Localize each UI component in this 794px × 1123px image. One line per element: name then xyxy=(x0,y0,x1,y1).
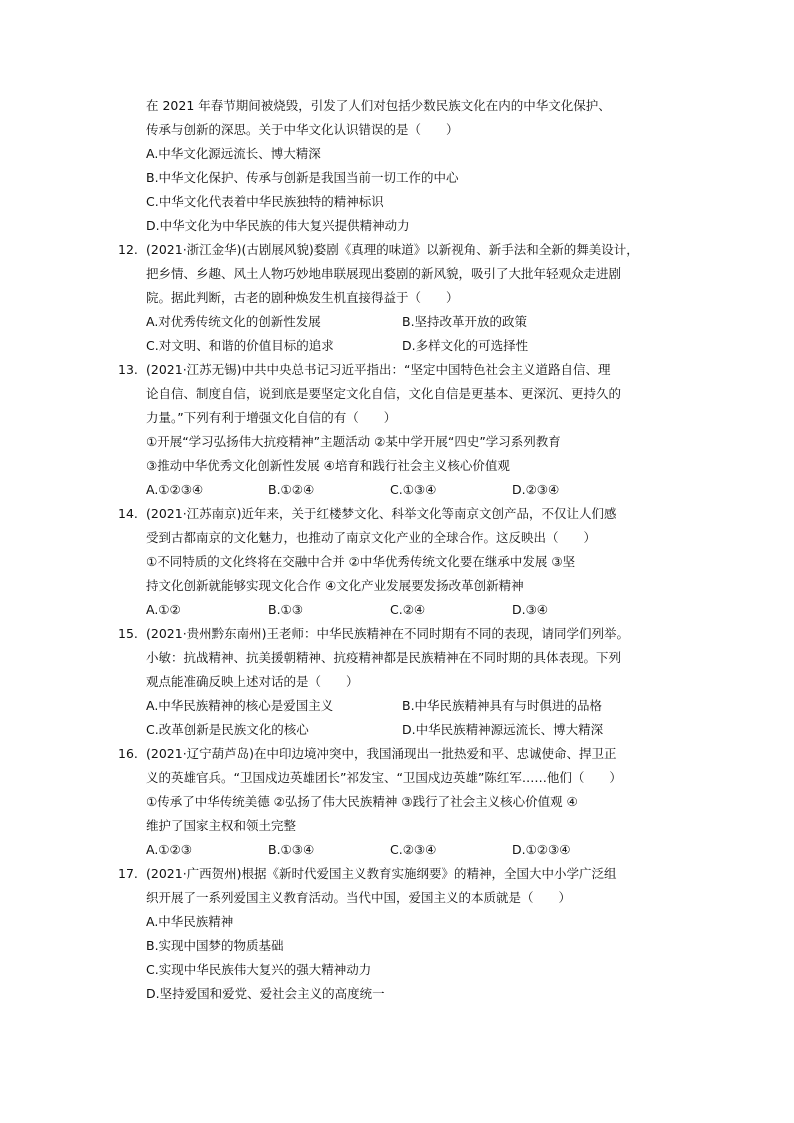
question-number: 15. xyxy=(118,626,138,641)
options-row xyxy=(118,838,698,862)
question-16 xyxy=(118,742,698,862)
statement-line: ③推动中华优秀文化创新性发展 ④培育和践行社会主义核心价值观 xyxy=(146,458,510,473)
question-12 xyxy=(118,238,698,358)
option-d: D.中华民族精神源远流长、博大精深 xyxy=(402,722,604,737)
question-stem-line: 把乡情、乡趣、风土人物巧妙地串联展现出婺剧的新风貌，吸引了大批年轻观众走进剧 xyxy=(146,266,622,281)
option-d: D.坚持爱国和爱党、爱社会主义的高度统一 xyxy=(146,986,385,1001)
question-stem-line: 论自信、制度自信，说到底是要坚定文化自信，文化自信是更基本、更深沉、更持久的 xyxy=(146,386,622,401)
option-b: B.坚持改革开放的政策 xyxy=(402,314,528,329)
option-a: A.①②③④ xyxy=(146,482,204,497)
question-stem-line: (2021·广西贺州)根据《新时代爱国主义教育实施纲要》的精神，全国大中小学广泛组 xyxy=(146,866,617,881)
options-row xyxy=(118,598,698,622)
options-row xyxy=(118,478,698,502)
option-a: A.①②③ xyxy=(146,842,192,857)
option-b: B.①②④ xyxy=(268,482,315,497)
options-row xyxy=(118,694,698,718)
question-list xyxy=(118,94,698,1006)
question-stem-line: 力量。”下列有利于增强文化自信的有（ ） xyxy=(146,410,397,425)
question-stem-line: (2021·江苏南京)近年来，关于红楼梦文化、科举文化等南京文创产品，不仅让人们感 xyxy=(146,506,617,521)
question-17 xyxy=(118,862,698,1006)
option-b: B.①③④ xyxy=(268,842,315,857)
option-a: A.①② xyxy=(146,602,181,617)
statement-line: 持文化创新就能够实现文化合作 ④文化产业发展要发扬改革创新精神 xyxy=(146,578,524,593)
question-15 xyxy=(118,622,698,742)
option-a: A.对优秀传统文化的创新性发展 xyxy=(146,314,321,329)
question-13 xyxy=(118,358,698,502)
option-c: C.②④ xyxy=(390,602,426,617)
question-number: 13. xyxy=(118,362,138,377)
option-d: D.①②③④ xyxy=(512,842,571,857)
option-b: B.实现中国梦的物质基础 xyxy=(146,938,284,953)
option-b: B.中华文化保护、传承与创新是我国当前一切工作的中心 xyxy=(146,170,459,185)
option-b: B.中华民族精神具有与时俱进的品格 xyxy=(402,698,603,713)
question-stem-line: 在 2021 年春节期间被烧毁，引发了人们对包括少数民族文化在内的中华文化保护、 xyxy=(146,98,611,113)
question-stem-line: 受到古都南京的文化魅力，也推动了南京文化产业的全球合作。这反映出（ ） xyxy=(146,530,597,545)
question-stem-line: 观点能准确反映上述对话的是（ ） xyxy=(146,674,359,689)
option-d: D.中华文化为中华民族的伟大复兴提供精神动力 xyxy=(146,218,410,233)
option-c: C.②③④ xyxy=(390,842,437,857)
statement-line: ①传承了中华传统美德 ②弘扬了伟大民族精神 ③践行了社会主义核心价值观 ④ xyxy=(146,794,578,809)
option-a: A.中华民族精神 xyxy=(146,914,234,929)
question-stem-line: (2021·浙江金华)(古剧展风貌)婺剧《真理的味道》以新视角、新手法和全新的舞美设计， xyxy=(146,242,639,257)
option-a: A.中华文化源远流长、博大精深 xyxy=(146,146,321,161)
question-stem-line: (2021·江苏无锡)中共中央总书记习近平指出：“坚定中国特色社会主义道路自信、理 xyxy=(146,362,611,377)
statement-line: ①开展“学习弘扬伟大抗疫精神”主题活动 ②某中学开展“四史”学习系列教育 xyxy=(146,434,561,449)
question-stem-line: 织开展了一系列爱国主义教育活动。当代中国，爱国主义的本质就是（ ） xyxy=(146,890,572,905)
options-row xyxy=(118,334,698,358)
statement-line: 维护了国家主权和领土完整 xyxy=(146,818,297,833)
question-number: 12. xyxy=(118,242,138,257)
question-11 xyxy=(118,94,698,238)
option-d: D.②③④ xyxy=(512,482,560,497)
statement-line: ①不同特质的文化终将在交融中合并 ②中华优秀传统文化要在继承中发展 ③坚 xyxy=(146,554,576,569)
question-stem-line: (2021·贵州黔东南州)王老师：中华民族精神在不同时期有不同的表现，请同学们列举。 xyxy=(146,626,630,641)
options-row xyxy=(118,718,698,742)
question-stem-line: 传承与创新的深思。关于中华文化认识错误的是（ ） xyxy=(146,122,459,137)
option-a: A.中华民族精神的核心是爱国主义 xyxy=(146,698,334,713)
option-d: D.③④ xyxy=(512,602,549,617)
option-c: C.①③④ xyxy=(390,482,437,497)
question-number: 16. xyxy=(118,746,138,761)
question-number: 17. xyxy=(118,866,138,881)
option-d: D.多样文化的可选择性 xyxy=(402,338,529,353)
option-c: C.中华文化代表着中华民族独特的精神标识 xyxy=(146,194,384,209)
options-row xyxy=(118,310,698,334)
question-number: 14. xyxy=(118,506,138,521)
option-c: C.实现中华民族伟大复兴的强大精神动力 xyxy=(146,962,372,977)
question-14 xyxy=(118,502,698,622)
question-stem-line: 院。据此判断，古老的剧种焕发生机直接得益于（ ） xyxy=(146,290,459,305)
question-stem-line: (2021·辽宁葫芦岛)在中印边境冲突中，我国涌现出一批热爱和平、忠诚使命、捍卫正 xyxy=(146,746,617,761)
option-c: C.对文明、和谐的价值目标的追求 xyxy=(146,338,334,353)
option-c: C.改革创新是民族文化的核心 xyxy=(146,722,309,737)
option-b: B.①③ xyxy=(268,602,303,617)
question-stem-line: 义的英雄官兵。“卫国戍边英雄团长”祁发宝、“卫国戍边英雄”陈红军……他们（ ） xyxy=(146,770,622,785)
question-stem-line: 小敏：抗战精神、抗美援朝精神、抗疫精神都是民族精神在不同时期的具体表现。下列 xyxy=(146,650,622,665)
